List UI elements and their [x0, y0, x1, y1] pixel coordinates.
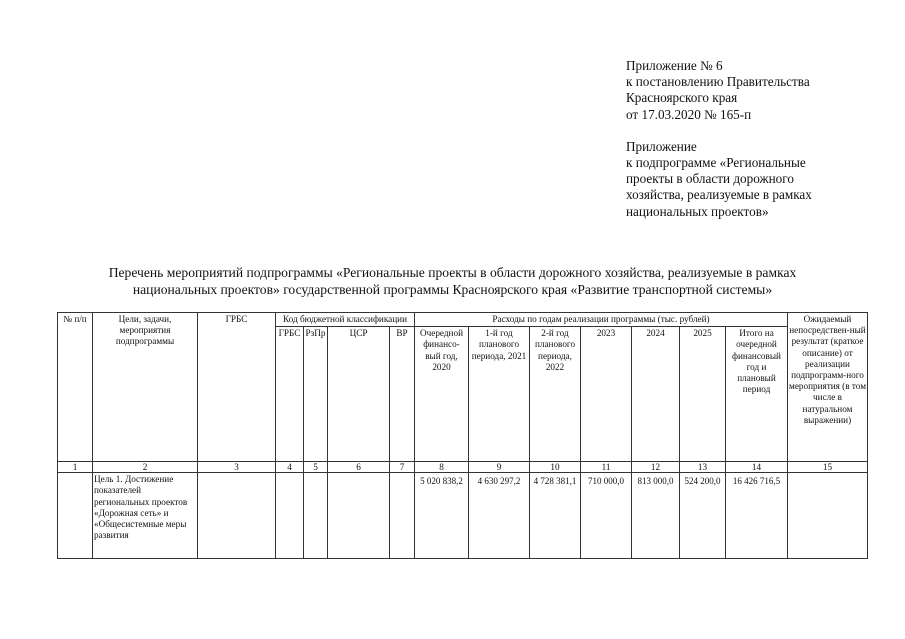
- appendix-line: хозяйства, реализуемые в рамках: [626, 187, 812, 203]
- value-total: 16 426 716,5: [726, 473, 788, 559]
- appendix-block: [626, 58, 812, 220]
- value-2025: 524 200,0: [680, 473, 726, 559]
- document-title: [40, 265, 865, 298]
- table-row: [58, 473, 868, 559]
- appendix-line: от 17.03.2020 № 165-п: [626, 106, 752, 122]
- cell-empty: [276, 473, 304, 559]
- goal-cell: Цель 1. Достижение показателей региональных проектов «Дорожная сеть» и «Общесистемные меры развития: [93, 473, 198, 559]
- header-2023: 2023: [581, 327, 632, 462]
- header-code-vr: ВР: [390, 327, 415, 462]
- column-number: 9: [469, 462, 530, 473]
- column-number: 11: [581, 462, 632, 473]
- column-number: 8: [415, 462, 469, 473]
- appendix-line: Красноярского края: [626, 90, 738, 106]
- measures-table: [57, 312, 868, 559]
- value-2020: 5 020 838,2: [415, 473, 469, 559]
- header-goals: Цели, задачи, мероприятия подпрограммы: [93, 313, 198, 462]
- column-number: 3: [198, 462, 276, 473]
- header-result: Ожидаемый непосредствен-ный результат (краткое описание) от реализации подпрограмм-ного мероприятия (в том числе в натуральном выражении): [788, 313, 868, 462]
- column-number: 10: [530, 462, 581, 473]
- header-2025: 2025: [680, 327, 726, 462]
- header-code-group: Код бюджетной классификации: [276, 313, 415, 327]
- column-number: 12: [632, 462, 680, 473]
- header-code-csr: ЦСР: [328, 327, 390, 462]
- column-number: 4: [276, 462, 304, 473]
- value-2023: 710 000,0: [581, 473, 632, 559]
- column-number: 14: [726, 462, 788, 473]
- header-2020: Очередной финансо-вый год, 2020: [415, 327, 469, 462]
- appendix-line: национальных проектов»: [626, 203, 769, 219]
- title-line: национальных проектов» государственной программы Красноярского края «Развитие транспортной системы»: [132, 281, 773, 297]
- column-number: 2: [93, 462, 198, 473]
- header-2021: 1-й год планового периода, 2021: [469, 327, 530, 462]
- header-num: № п/п: [58, 313, 93, 462]
- cell-empty: [198, 473, 276, 559]
- header-2024: 2024: [632, 327, 680, 462]
- appendix-line: проекты в области дорожного: [626, 171, 794, 187]
- appendix-resolution: [626, 58, 812, 123]
- header-row-1: [58, 313, 868, 327]
- header-code-rzpr: РзПр: [304, 327, 328, 462]
- header-expenses-group: Расходы по годам реализации программы (тыс. рублей): [415, 313, 788, 327]
- column-numbers-row: [58, 462, 868, 473]
- column-number: 6: [328, 462, 390, 473]
- value-2021: 4 630 297,2: [469, 473, 530, 559]
- appendix-line: к подпрограмме «Региональные: [626, 155, 806, 171]
- appendix-subprogram: [626, 139, 812, 220]
- header-code-grbs: ГРБС: [276, 327, 304, 462]
- column-number: 13: [680, 462, 726, 473]
- value-2024: 813 000,0: [632, 473, 680, 559]
- header-total: Итого на очередной финансовый год и плановый период: [726, 327, 788, 462]
- column-number: 1: [58, 462, 93, 473]
- value-2022: 4 728 381,1: [530, 473, 581, 559]
- header-grbs: ГРБС: [198, 313, 276, 462]
- appendix-line: Приложение № 6: [626, 58, 723, 73]
- appendix-line: Приложение: [626, 138, 697, 154]
- column-number: 15: [788, 462, 868, 473]
- cell-empty: [788, 473, 868, 559]
- cell-empty: [328, 473, 390, 559]
- title-line: Перечень мероприятий подпрограммы «Региональные проекты в области дорожного хозяйства, реализуемые в рамках: [108, 265, 797, 280]
- cell-empty: [304, 473, 328, 559]
- column-number: 5: [304, 462, 328, 473]
- header-2022: 2-й год планового периода, 2022: [530, 327, 581, 462]
- cell-empty: [390, 473, 415, 559]
- appendix-line: к постановлению Правительства: [626, 74, 810, 90]
- cell-empty: [58, 473, 93, 559]
- column-number: 7: [390, 462, 415, 473]
